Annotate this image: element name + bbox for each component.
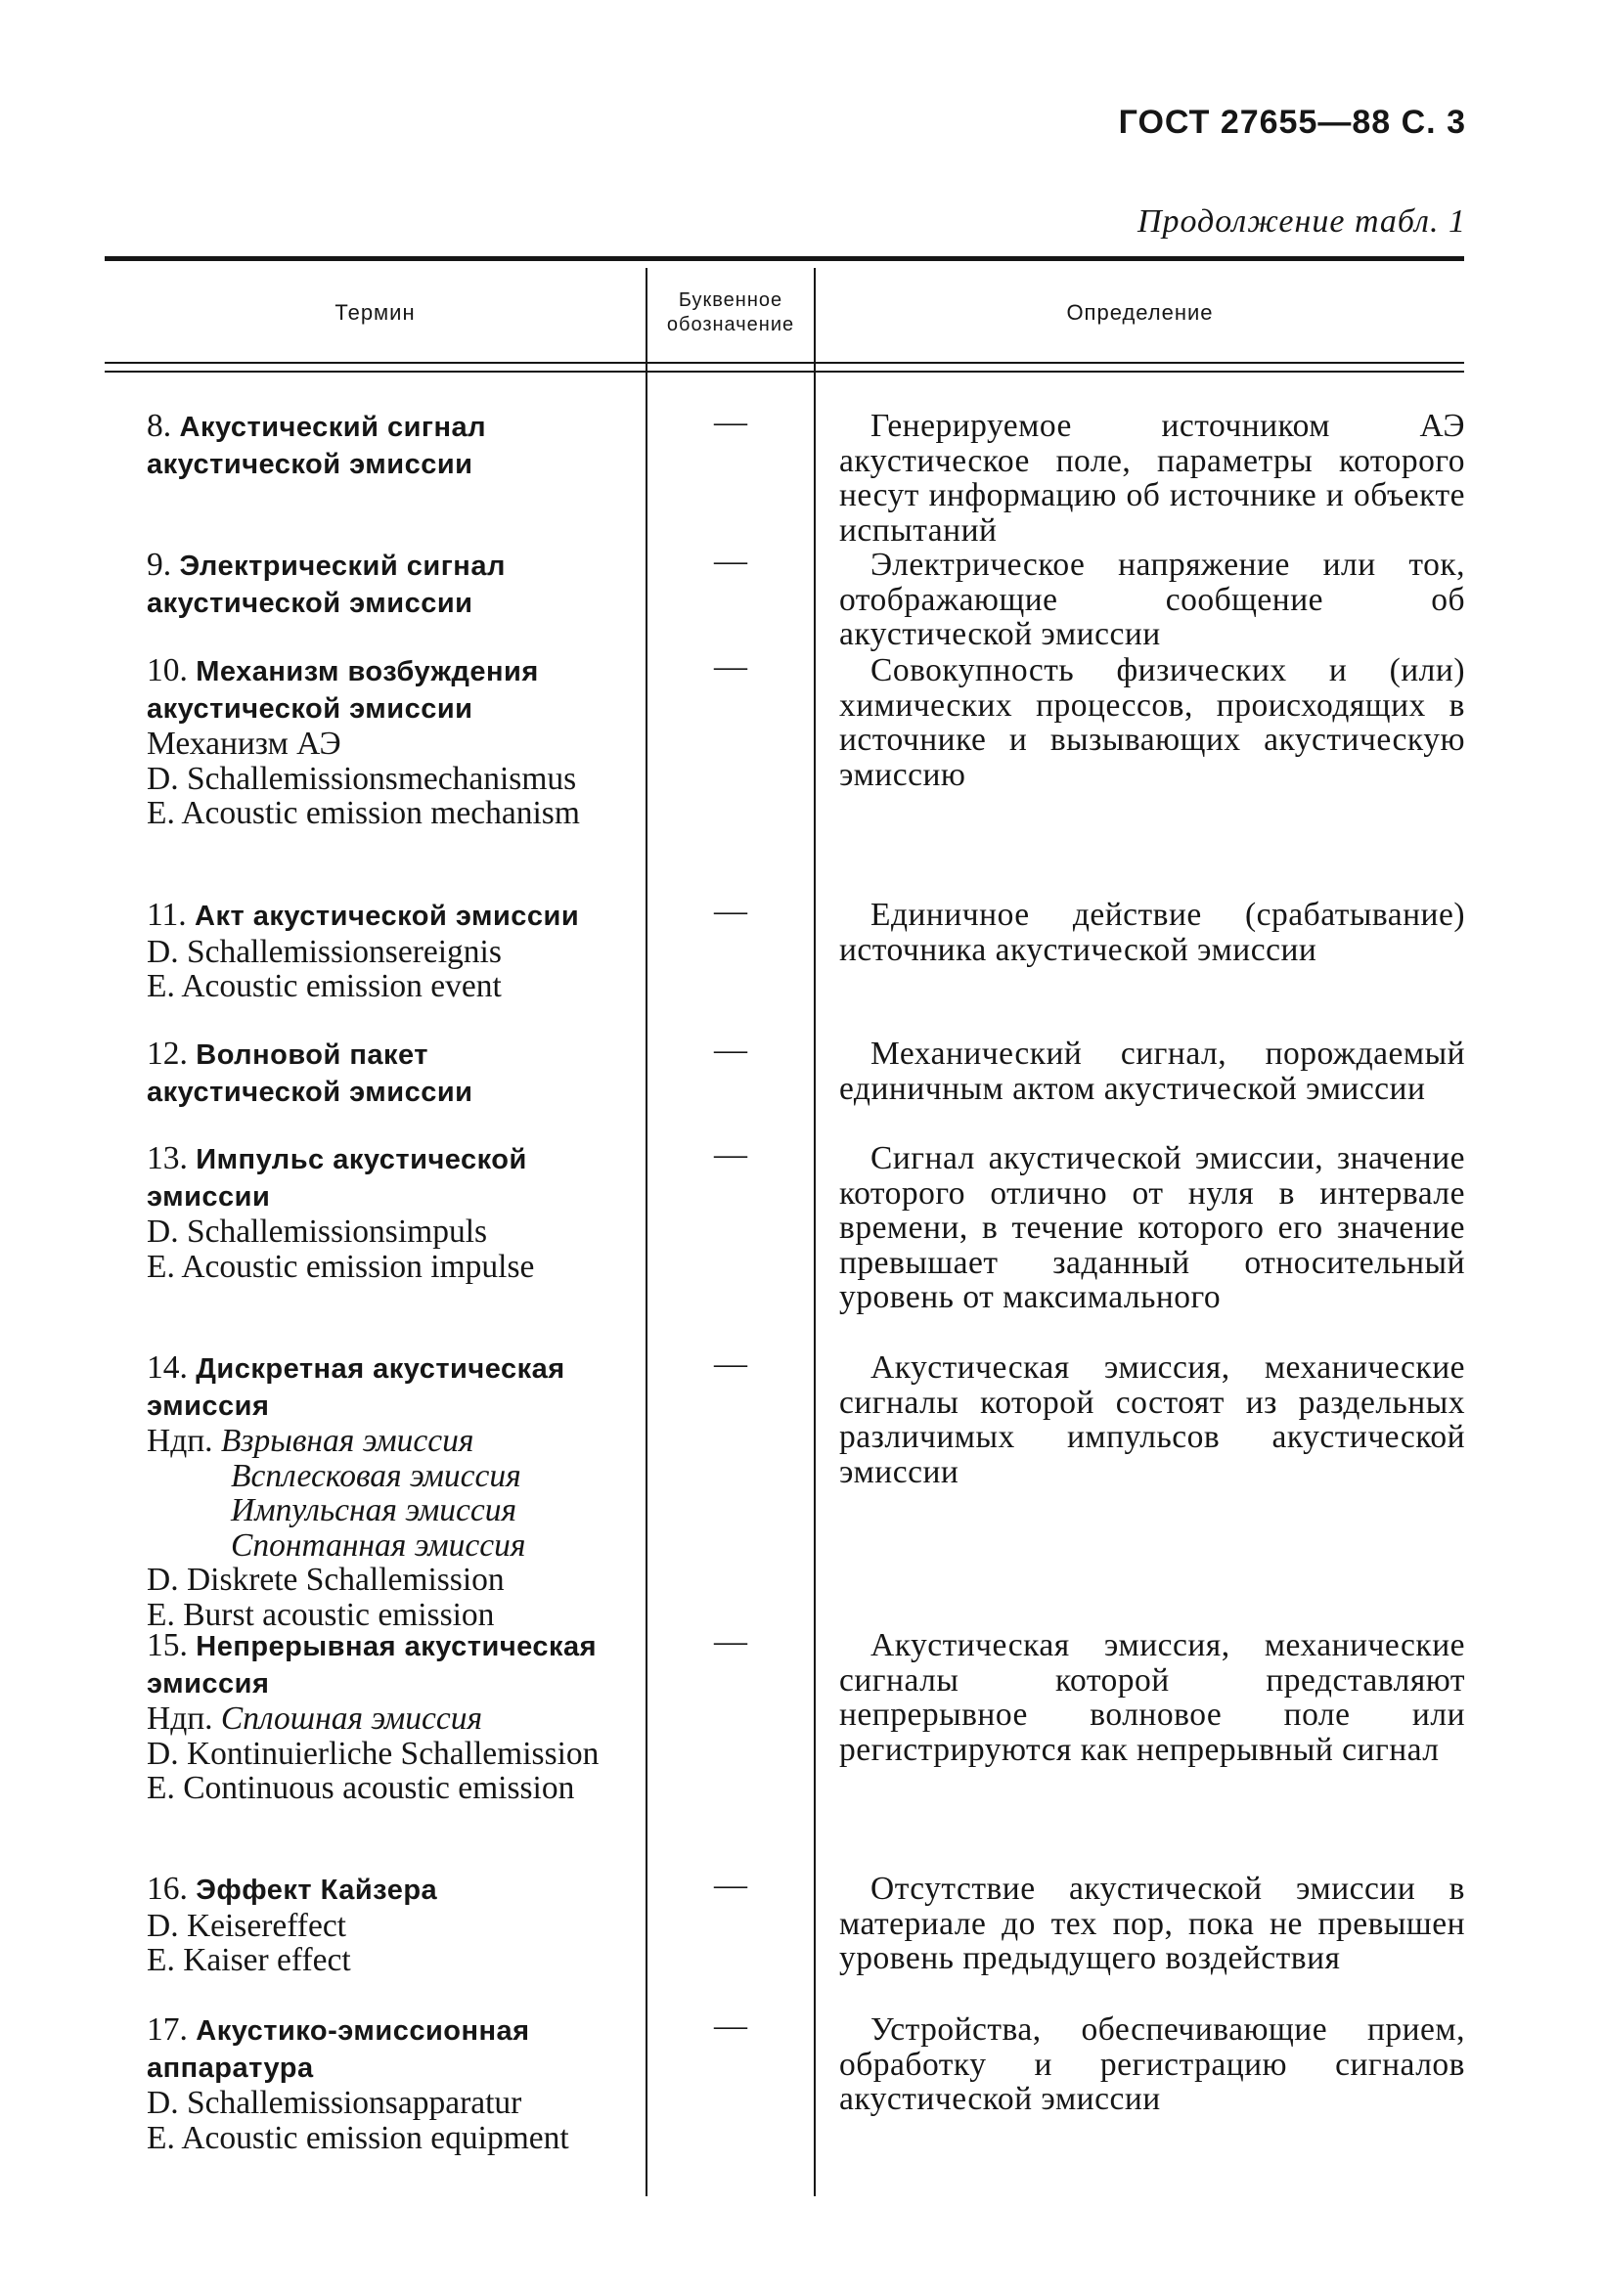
term-row-17: 17. Акустико-эмиссионная аппаратура D. Schallemissionsapparatur E. Acoustic emission equipment <box>147 2011 569 2156</box>
column-header-term: Термин <box>334 300 416 325</box>
definition-row-14: Акустическая эмиссия, механические сигналы которой состоят из раздельных различимых импульсов акустической эмиссии <box>839 1349 1465 1490</box>
mark-row-15: — <box>714 1623 747 1659</box>
definition-row-13: Сигнал акустической эмиссии, значение которого отлично от нуля в интервале времени, в течение которого его значение превышает заданный относительный уровень от максимального <box>839 1140 1465 1315</box>
definition-row-8: Генерируемое источником АЭ акустическое поле, параметры которого несут информацию об источнике и объекте испытаний <box>839 408 1465 549</box>
header-rule-1 <box>105 362 1464 364</box>
term-row-11: 11. Акт акустической эмиссии D. Schallemissionsereignis E. Acoustic emission event <box>147 897 580 1004</box>
mark-row-16: — <box>714 1867 747 1903</box>
mark-row-17: — <box>714 2008 747 2044</box>
mark-row-12: — <box>714 1032 747 1068</box>
mark-row-11: — <box>714 893 747 929</box>
mark-row-8: — <box>714 404 747 440</box>
term-row-14: 14. Дискретная акустическая эмиссия Ндп. Взрывная эмиссия Всплесковая эмиссия Импульсная эмиссия Спонтанная эмиссия D. Diskrete Schallemission E. Burst acoustic emission <box>147 1349 565 1633</box>
definition-row-15: Акустическая эмиссия, механические сигналы которой представляют непрерывное волновое поле или регистрируются как непрерывный сигнал <box>839 1627 1465 1768</box>
header-rule-2 <box>105 371 1464 373</box>
term-row-13: 13. Импульс акустической эмиссии D. Schallemissionsimpuls E. Acoustic emission impulse <box>147 1140 535 1285</box>
definition-row-12: Механический сигнал, порождаемый единичным актом акустической эмиссии <box>839 1036 1465 1107</box>
term-row-16: 16. Эффект Кайзера D. Keisereffect E. Kaiser effect <box>147 1871 438 1978</box>
definition-row-10: Совокупность физических и (или) химических процессов, происходящих в источнике и вызывающих акустическую эмиссию <box>839 652 1465 793</box>
definition-row-11: Единичное действие (срабатывание) источника акустической эмиссии <box>839 897 1465 968</box>
term-row-10: 10. Механизм возбуждения акустической эмиссии Механизм АЭ D. Schallemissionsmechanismus E. Acoustic emission mechanism <box>147 652 580 831</box>
term-row-9: 9. Электрический сигнал акустической эмиссии <box>147 547 506 619</box>
mark-row-14: — <box>714 1346 747 1382</box>
column-header-symbol: Буквенное обозначение <box>666 289 795 335</box>
page-header: ГОСТ 27655—88 С. 3 <box>1118 104 1466 141</box>
definition-row-16: Отсутствие акустической эмиссии в материале до тех пор, пока не превышен уровень предыдущего воздействия <box>839 1871 1465 1976</box>
mark-row-9: — <box>714 543 747 579</box>
table-top-rule <box>105 256 1464 261</box>
column-divider-2 <box>814 268 816 2196</box>
column-header-definition: Определение <box>1066 300 1214 325</box>
term-row-8: 8. Акустический сигнал акустической эмиссии <box>147 408 487 480</box>
definition-row-9: Электрическое напряжение или ток, отображающие сообщение об акустической эмиссии <box>839 547 1465 652</box>
term-row-12: 12. Волновой пакет акустической эмиссии <box>147 1036 473 1108</box>
mark-row-10: — <box>714 648 747 684</box>
table-continuation: Продолжение табл. 1 <box>1137 203 1466 240</box>
term-row-15: 15. Непрерывная акустическая эмиссия Ндп. Сплошная эмиссия D. Kontinuierliche Schallemission E. Continuous acoustic emission <box>147 1627 600 1806</box>
mark-row-13: — <box>714 1136 747 1172</box>
definition-row-17: Устройства, обеспечивающие прием, обработку и регистрацию сигналов акустической эмиссии <box>839 2011 1465 2117</box>
